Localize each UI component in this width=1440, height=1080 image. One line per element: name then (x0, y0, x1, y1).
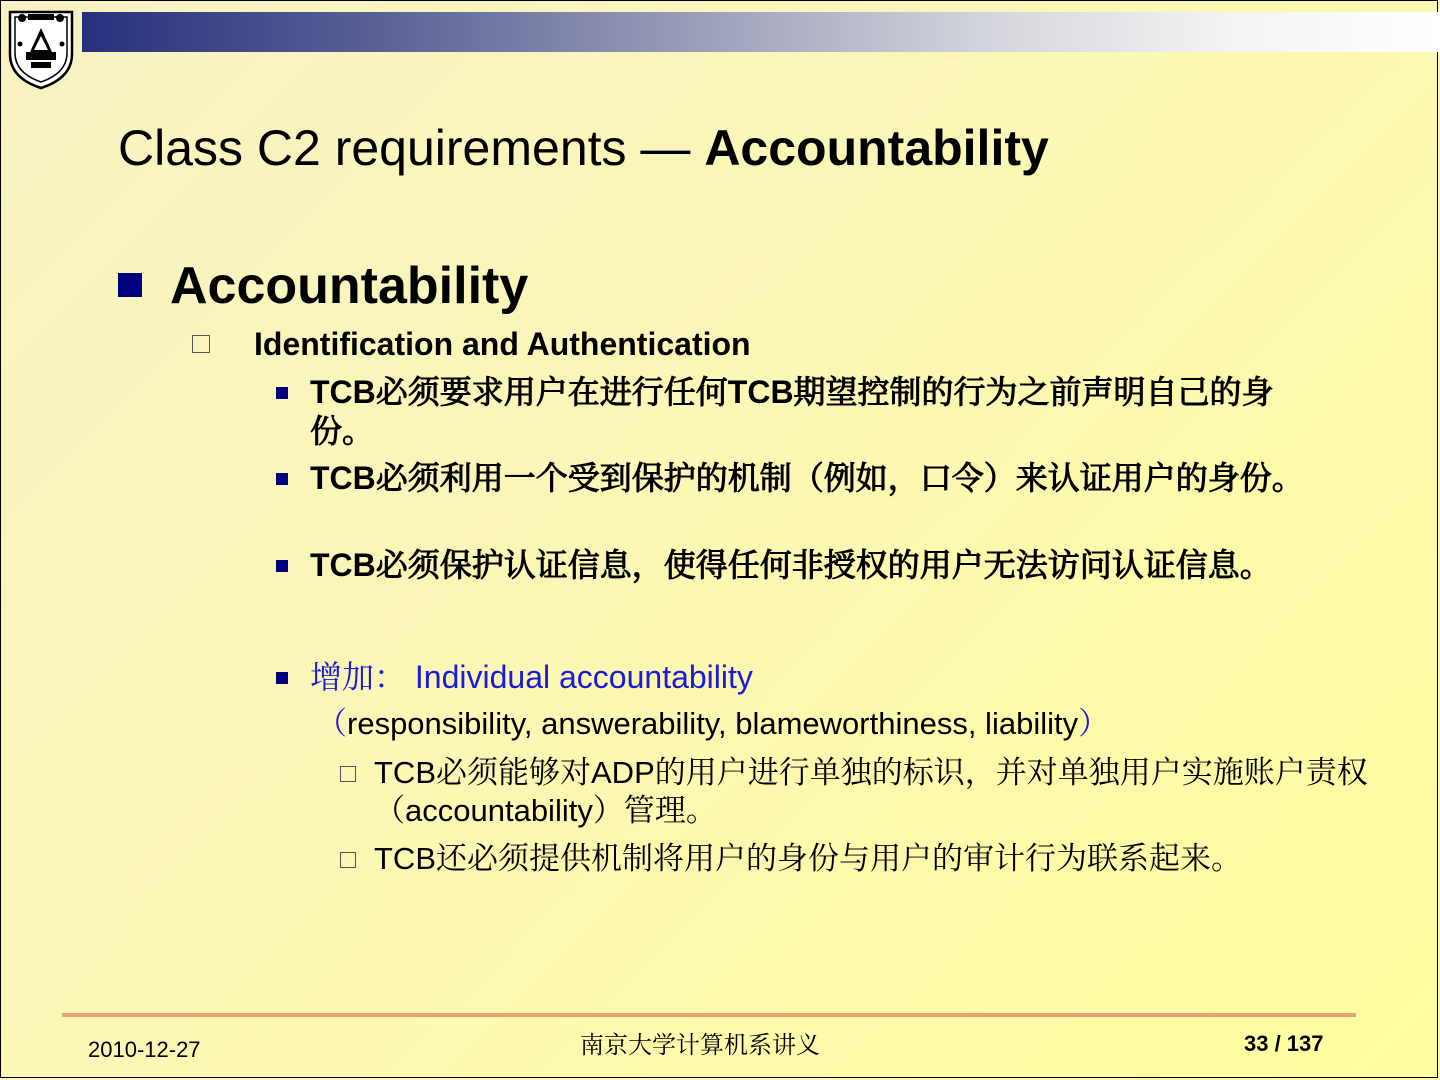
added-en: Individual accountability (414, 659, 753, 695)
hollow-square-bullet-icon (192, 335, 210, 353)
bullet-level2 (192, 324, 751, 364)
bullet-item (276, 373, 1336, 451)
footer-page-number: 33 / 137 (1244, 1031, 1324, 1056)
footer-date: 2010-12-27 (88, 1037, 201, 1062)
bullet-tcb: TCB (310, 460, 376, 496)
title-bold: Accountability (704, 120, 1049, 176)
small-square-bullet-icon (276, 672, 288, 684)
sub-en: accountability (405, 793, 593, 828)
paren-text: responsibility, answerability, blameworthiness, liability (347, 706, 1079, 741)
bullet-item (276, 546, 1336, 585)
square-bullet-icon (118, 273, 142, 297)
paren-line (316, 704, 1109, 744)
slide-title (118, 118, 1049, 178)
header-gradient-bar (82, 12, 1440, 52)
small-square-bullet-icon (276, 560, 288, 572)
bullet-text: 必须保护认证信息，使得任何非授权的用户无法访问认证信息。 (375, 546, 1272, 584)
title-prefix: Class C2 requirements — (118, 120, 705, 176)
bullet-item (276, 459, 1336, 498)
sub-en: TCB (374, 841, 436, 876)
bullet-text: 期望控制的行为之前声明自己的身份。 (310, 373, 1274, 450)
sub-cn: ）管理。 (592, 793, 717, 829)
paren-close: ） (1078, 706, 1110, 742)
sub-cn: 还必须提供机制将用户的身份与用户的审计行为联系起来。 (436, 841, 1242, 877)
sub-bullet-item (340, 840, 1380, 878)
footer-course-title: 南京大学计算机系讲义 (580, 1031, 820, 1059)
bullet-level1 (118, 256, 528, 316)
bullet-text: 必须要求用户在进行任何 (375, 373, 728, 411)
hollow-square-bullet-icon (340, 852, 356, 868)
hollow-square-bullet-icon (340, 766, 356, 782)
bullet-tcb: TCB (727, 374, 794, 410)
sub-en: TCB (374, 755, 436, 790)
sub-cn: 必须能够对 (436, 755, 591, 791)
footer-divider (62, 1013, 1356, 1017)
sub-bullet-item (340, 754, 1380, 830)
bullet-tcb: TCB (310, 374, 376, 410)
bullet-tcb: TCB (310, 547, 376, 583)
small-square-bullet-icon (276, 387, 288, 399)
sub-cn: 的用户进行单独的标识，并对单独用户实施账户责权（ (374, 755, 1368, 829)
sub-en: ADP (591, 755, 655, 790)
bullet-text: 必须利用一个受到保护的机制（例如，口令）来认证用户的身份。 (375, 459, 1304, 497)
bullet-added (276, 658, 1336, 697)
paren-open: （ (316, 706, 347, 742)
level2-text: Identification and Authentication (254, 326, 751, 362)
level1-text: Accountability (170, 257, 529, 315)
university-crest-icon (4, 4, 78, 90)
added-cn: 增加： (310, 658, 407, 696)
small-square-bullet-icon (276, 473, 288, 485)
